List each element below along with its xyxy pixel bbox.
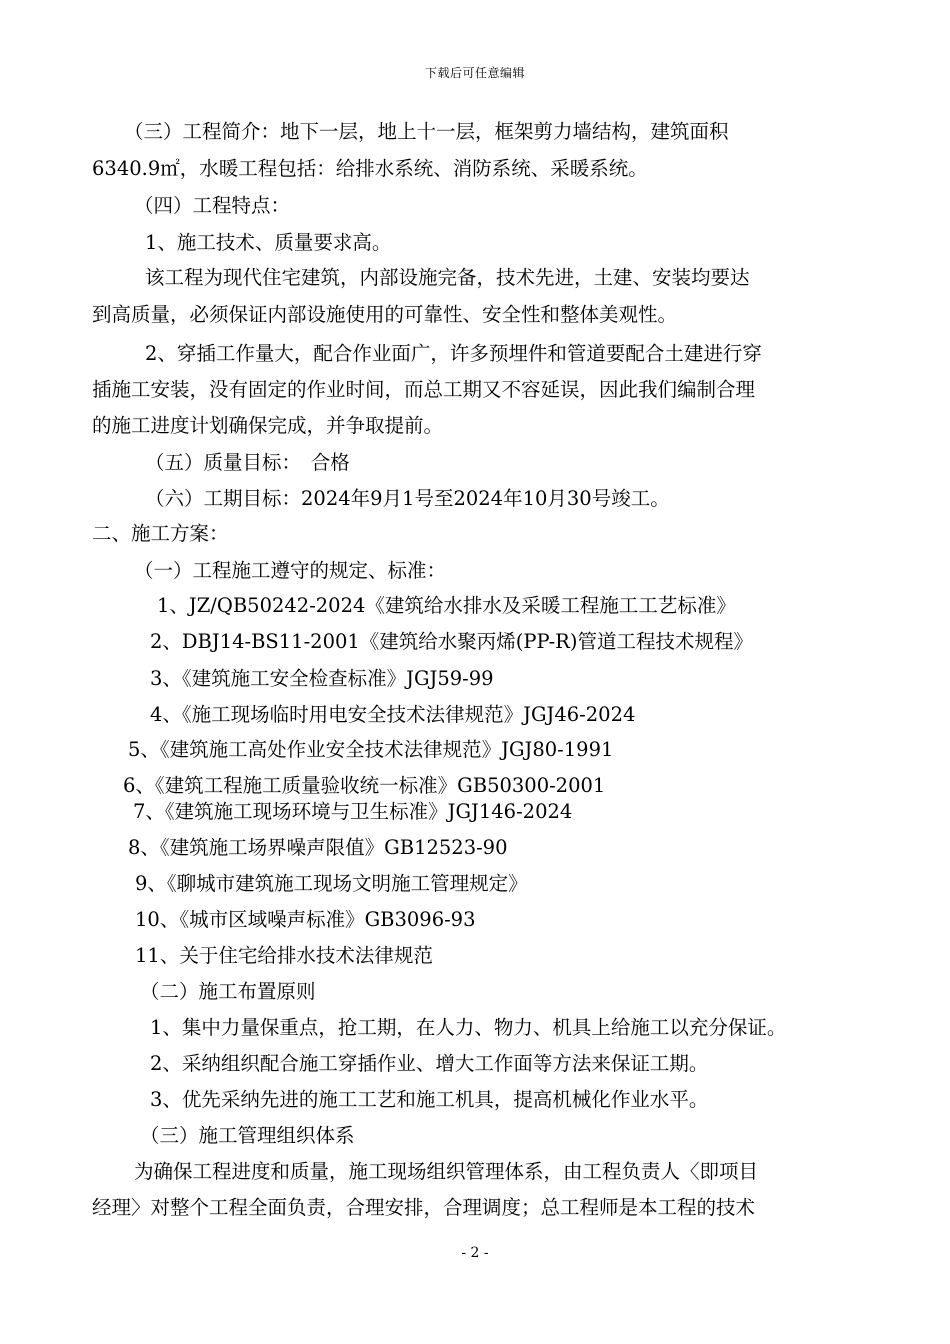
list-item: 3、《建筑施工安全检查标准》JGJ59-99 bbox=[150, 667, 494, 690]
text-line: 2、采纳组织配合施工穿插作业、增大工作面等方法来保证工期。 bbox=[150, 1052, 709, 1075]
text-line: 6340.9㎡，水暖工程包括：给排水系统、消防系统、采暖系统。 bbox=[92, 157, 648, 180]
list-item: 5、《建筑施工高处作业安全技术法律规范》JGJ80-1991 bbox=[128, 738, 614, 761]
list-item: 11、关于住宅给排水技术法律规范 bbox=[135, 944, 433, 967]
list-item: 1、JZ/QB50242-2024《建筑给水排水及采暖工程施工工艺标准》 bbox=[157, 594, 736, 617]
page-header-note: 下载后可任意编辑 bbox=[424, 66, 525, 80]
list-item: 9、《聊城市建筑施工现场文明施工管理规定》 bbox=[135, 872, 528, 895]
section-heading: 二、施工方案： bbox=[92, 522, 229, 545]
text-line: 1、集中力量保重点，抢工期，在人力、物力、机具上给施工以充分保证。 bbox=[150, 1016, 787, 1039]
text-line: 为确保工程进度和质量，施工现场组织管理体系，由工程负责人〈即项目 bbox=[134, 1160, 759, 1183]
text-line: （六）工期目标：2024年9月1号至2024年10月30号竣工。 bbox=[145, 487, 670, 510]
list-item: 7、《建筑施工现场环境与卫生标准》JGJ146-2024 bbox=[133, 800, 573, 823]
list-item: 6、《建筑工程施工质量验收统一标准》GB50300-2001 bbox=[123, 774, 606, 797]
list-item: 10、《城市区域噪声标准》GB3096-93 bbox=[135, 908, 476, 931]
text-line: （四）工程特点： bbox=[134, 194, 291, 217]
text-line: 3、优先采纳先进的施工工艺和施工机具，提高机械化作业水平。 bbox=[150, 1088, 709, 1111]
text-line: 2、穿插工作量大，配合作业面广，许多预埋件和管道要配合土建进行穿 bbox=[145, 342, 762, 365]
text-line: 1、施工技术、质量要求高。 bbox=[145, 231, 392, 254]
list-item: 8、《建筑施工场界噪声限值》GB12523-90 bbox=[128, 836, 508, 859]
text-line: 该工程为现代住宅建筑，内部设施完备，技术先进，土建、安装均要达 bbox=[145, 266, 750, 289]
text-line: （一）工程施工遵守的规定、标准： bbox=[134, 559, 447, 582]
text-line: 到高质量，必须保证内部设施使用的可靠性、安全性和整体美观性。 bbox=[92, 303, 678, 326]
text-line: （三）工程简介：地下一层，地上十一层，框架剪力墙结构，建筑面积 bbox=[124, 120, 729, 143]
text-line: 插施工安装，没有固定的作业时间，而总工期又不容延误，因此我们编制合理 bbox=[92, 378, 756, 401]
page-number: - 2 - bbox=[461, 1245, 489, 1261]
text-line: （二）施工布置原则 bbox=[140, 980, 316, 1003]
text-line: （五）质量目标： 合格 bbox=[145, 451, 350, 474]
list-item: 2、DBJ14-BS11-2001《建筑给水聚丙烯(PP-R)管道工程技术规程》 bbox=[150, 630, 753, 653]
text-line: 经理〉对整个工程全面负责，合理安排，合理调度；总工程师是本工程的技术 bbox=[92, 1196, 756, 1219]
text-line: 的施工进度计划确保完成，并争取提前。 bbox=[92, 414, 444, 437]
text-line: （三）施工管理组织体系 bbox=[140, 1124, 355, 1147]
list-item: 4、《施工现场临时用电安全技术法律规范》JGJ46-2024 bbox=[150, 703, 636, 726]
